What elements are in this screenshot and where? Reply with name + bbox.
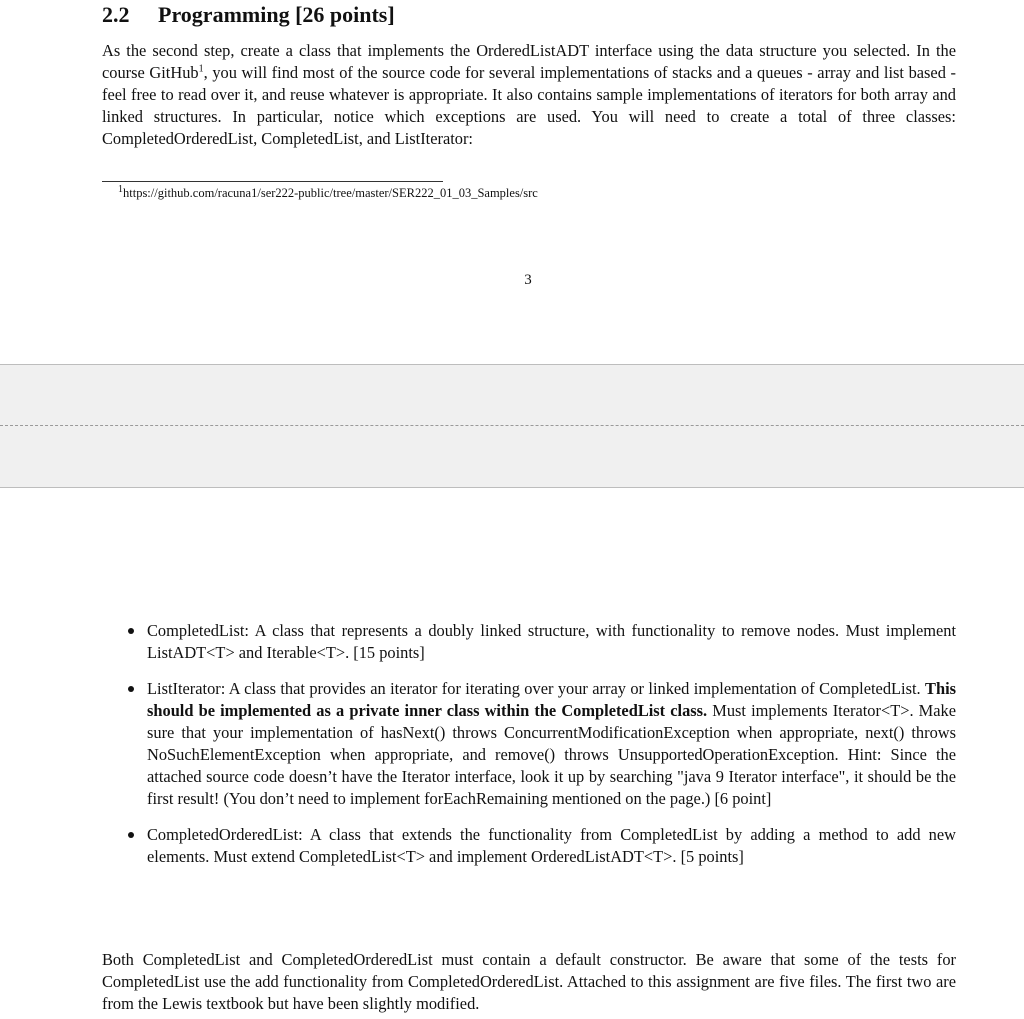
list-item-bold-text: This should be implemented as a private inner class within the CompletedList class. — [147, 679, 956, 720]
list-item-list-iterator — [102, 678, 956, 810]
intro-text-part1: As the second step, create a class that implements the OrderedListADT interface using the data structure you selected. In the course GitHub — [102, 41, 956, 82]
page-gap — [0, 364, 1024, 488]
list-item-completed-list — [102, 620, 956, 664]
list-item-completed-ordered-list — [102, 824, 956, 868]
list-item-text-after: Must implements Iterator<T>. Make sure that your implementation of hasNext() throws ConcurrentModificationException when appropriate, next() throws NoSuchElementException when appropriate, and remove() throws UnsupportedOperationException. Hint: Since the attached source code doesn’t have the Iterator interface, look it up by searching "java 9 Iterator interface", it should be the first result! (You don’t need to implement forEachRemaining mentioned on the page.) [6 point] — [147, 701, 956, 808]
class-list — [102, 620, 956, 868]
list-item-text: CompletedList: A class that represents a doubly linked structure, with functionality to remove nodes. Must implement ListADT<T> and Iterable<T>. [15 points] — [147, 621, 956, 662]
intro-text-part2: , you will find most of the source code for several implementations of stacks and a queues - array and list based - feel free to read over it, and reuse whatever is appropriate. It also contains sample implementations of iterators for both array and linked structures. In particular, notice which exceptions are used. You will need to create a total of three classes: CompletedOrderedList, CompletedList, and ListIterator: — [102, 63, 956, 148]
footnote-marker: 1 — [118, 183, 123, 195]
bullet-icon — [128, 628, 134, 634]
bullet-icon — [128, 686, 134, 692]
section-title: Programming [26 points] — [158, 2, 395, 27]
closing-paragraph: Both CompletedList and CompletedOrderedList must contain a default constructor. Be aware that some of the tests for CompletedList use the add functionality from CompletedOrderedList. Attached to this assignment are five files. The first two are from the Lewis textbook but have been slightly modified. — [102, 950, 956, 1013]
page-top — [0, 0, 1024, 364]
list-item-text: ListIterator: A class that provides an iterator for iterating over your array or linked implementation of CompletedList. — [147, 679, 926, 698]
page-number: 3 — [524, 272, 532, 288]
intro-paragraph — [102, 40, 956, 150]
section-number: 2.2 — [102, 2, 130, 27]
footnote-url[interactable]: https://github.com/racuna1/ser222-public/tree/master/SER222_01_03_Samples/src — [123, 186, 538, 200]
footnote-divider — [102, 181, 443, 182]
list-item-text: CompletedOrderedList: A class that extends the functionality from CompletedList by adding a method to add new elements. Must extend CompletedList<T> and implement OrderedListADT<T>. [5 points] — [147, 825, 956, 866]
page-break-line — [0, 425, 1024, 426]
footnote — [118, 184, 538, 202]
section-heading — [102, 2, 395, 28]
bullet-icon — [128, 832, 134, 838]
footnote-reference[interactable]: 1 — [198, 63, 204, 75]
